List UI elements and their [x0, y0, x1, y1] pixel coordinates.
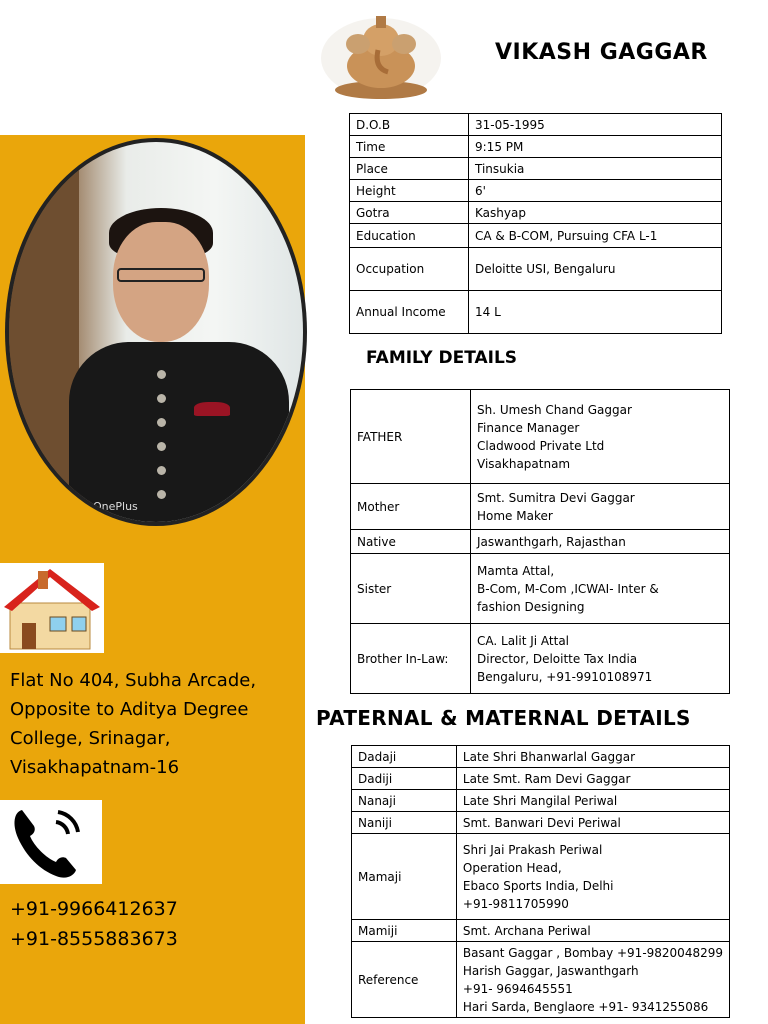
row-label: Brother In-Law: [351, 624, 471, 694]
row-value: Mamta Attal, B-Com, M-Com ,ICWAI- Inter & fashion Designing [471, 554, 730, 624]
table-row [352, 812, 730, 834]
row-value: Late Shri Bhanwarlal Gaggar [456, 746, 729, 768]
row-label: Dadiji [352, 768, 457, 790]
candidate-name: VIKASH GAGGAR [495, 40, 708, 65]
row-label: Place [350, 158, 469, 180]
row-label: Reference [352, 942, 457, 1018]
row-label: Nanaji [352, 790, 457, 812]
house-icon [0, 563, 104, 653]
table-row [352, 768, 730, 790]
row-value: Late Shri Mangilal Periwal [456, 790, 729, 812]
row-value: Kashyap [469, 202, 722, 224]
address-line-2: Opposite to Aditya Degree [10, 699, 249, 720]
phone-icon [0, 800, 102, 884]
row-value: 31-05-1995 [469, 114, 722, 136]
row-value: Smt. Sumitra Devi Gaggar Home Maker [471, 484, 730, 530]
profile-photo [5, 138, 307, 526]
table-row [351, 390, 730, 484]
ganesha-idol-image [316, 10, 476, 105]
row-label: Naniji [352, 812, 457, 834]
paternal-maternal-table [351, 745, 730, 1018]
table-row [352, 942, 730, 1018]
address-line-3: College, Srinagar, [10, 728, 171, 749]
table-row [351, 484, 730, 530]
table-row [351, 624, 730, 694]
row-value: Jaswanthgarh, Rajasthan [471, 530, 730, 554]
row-label: Gotra [350, 202, 469, 224]
row-label: Native [351, 530, 471, 554]
row-label: Annual Income [350, 291, 469, 334]
contact-phones [10, 894, 178, 954]
table-row [350, 202, 722, 224]
table-row [351, 530, 730, 554]
family-details-heading: FAMILY DETAILS [366, 348, 518, 368]
table-row [350, 158, 722, 180]
row-value: CA & B-COM, Pursuing CFA L-1 [469, 224, 722, 248]
photo-watermark: OnePlus [93, 500, 138, 513]
row-value: 6' [469, 180, 722, 202]
row-value: Late Smt. Ram Devi Gaggar [456, 768, 729, 790]
table-row [352, 834, 730, 920]
table-row [352, 790, 730, 812]
row-label: Dadaji [352, 746, 457, 768]
row-label: Occupation [350, 248, 469, 291]
row-value: 9:15 PM [469, 136, 722, 158]
row-value: Smt. Banwari Devi Periwal [456, 812, 729, 834]
row-value: CA. Lalit Ji Attal Director, Deloitte Tax India Bengaluru, +91-9910108971 [471, 624, 730, 694]
home-address [10, 666, 300, 782]
row-value: Smt. Archana Periwal [456, 920, 729, 942]
row-label: Height [350, 180, 469, 202]
personal-details-table [349, 113, 722, 334]
row-label: Education [350, 224, 469, 248]
table-row [350, 180, 722, 202]
table-row [350, 114, 722, 136]
table-row [352, 920, 730, 942]
row-value: Sh. Umesh Chand Gaggar Finance Manager Cladwood Private Ltd Visakhapatnam [471, 390, 730, 484]
paternal-maternal-heading: PATERNAL & MATERNAL DETAILS [316, 706, 691, 730]
row-value: Shri Jai Prakash Periwal Operation Head, Ebaco Sports India, Delhi +91-9811705990 [456, 834, 729, 920]
row-value: 14 L [469, 291, 722, 334]
row-label: Mother [351, 484, 471, 530]
row-label: FATHER [351, 390, 471, 484]
row-value: Deloitte USI, Bengaluru [469, 248, 722, 291]
profile-photo-image [9, 142, 303, 522]
table-row [352, 746, 730, 768]
row-value: Tinsukia [469, 158, 722, 180]
phone-number-1: +91-9966412637 [10, 898, 178, 920]
address-line-4: Visakhapatnam-16 [10, 757, 180, 778]
row-label: Mamiji [352, 920, 457, 942]
table-row [350, 224, 722, 248]
table-row [351, 554, 730, 624]
family-details-table [350, 389, 730, 694]
table-row [350, 248, 722, 291]
phone-number-2: +91-8555883673 [10, 928, 178, 950]
table-row [350, 136, 722, 158]
row-label: Time [350, 136, 469, 158]
row-label: Sister [351, 554, 471, 624]
table-row [350, 291, 722, 334]
row-label: Mamaji [352, 834, 457, 920]
row-label: D.O.B [350, 114, 469, 136]
address-line-1: Flat No 404, Subha Arcade, [10, 670, 257, 691]
row-value: Basant Gaggar , Bombay +91-9820048299 Harish Gaggar, Jaswanthgarh +91- 9694645551 Hari Sarda, Benglaore +91- 9341255086 [456, 942, 729, 1018]
